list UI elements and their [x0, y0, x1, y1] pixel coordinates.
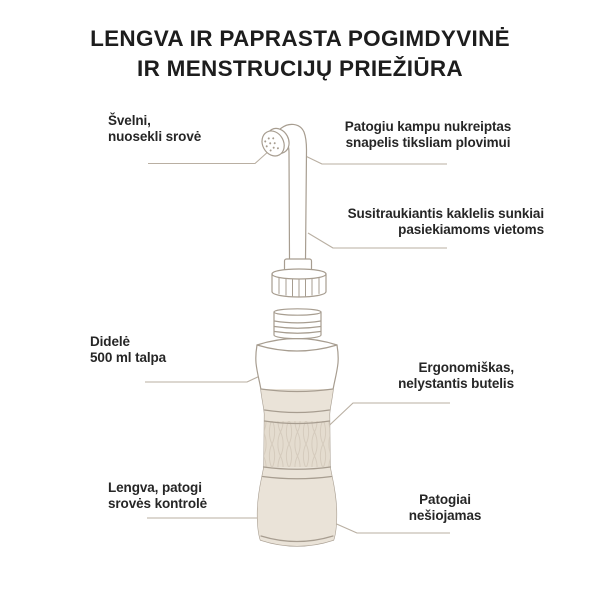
label-line: Ergonomiškas,	[418, 360, 514, 375]
leader-ergonomic-bottle	[318, 403, 450, 436]
ribbed-screw-cap	[272, 269, 326, 297]
label-line: nešiojamas	[408, 508, 482, 524]
title-line-2: IR MENSTRUCIJŲ PRIEŽIŪRA	[137, 55, 463, 81]
label-portable	[385, 492, 505, 525]
leader-gentle-stream	[148, 150, 270, 164]
grip-pattern	[250, 421, 350, 467]
label-gentle-stream	[108, 113, 201, 146]
bidet-bottle	[250, 124, 350, 559]
label-line: srovės kontrolė	[108, 496, 208, 512]
label-capacity	[90, 334, 166, 367]
title-line-1: LENGVA IR PAPRASTA POGIMDYVINĖ	[90, 26, 510, 51]
label-line: Didelė	[90, 334, 130, 349]
label-stream-control	[108, 480, 207, 513]
label-line: Patogiai	[419, 492, 471, 507]
threaded-bottle-neck	[274, 309, 321, 339]
label-line: Patogiu kampu nukreiptas	[344, 119, 512, 134]
leader-angled-nozzle	[293, 150, 447, 164]
label-angled-nozzle	[333, 119, 523, 152]
label-line: nelystantis butelis	[398, 376, 514, 392]
label-ergonomic-bottle	[398, 360, 514, 393]
label-line: Lengva, patogi	[108, 480, 202, 495]
label-line: pasiekiamoms vietoms	[398, 222, 544, 238]
label-line: Susitraukiantis kaklelis sunkiai	[347, 206, 544, 221]
label-line: snapelis tiksliam plovimui	[345, 135, 511, 151]
bottle-fill	[250, 389, 350, 559]
label-line: 500 ml talpa	[90, 350, 167, 366]
page-title	[0, 24, 600, 84]
label-line: nuosekli srovė	[108, 129, 202, 145]
label-line: Švelni,	[108, 113, 151, 128]
label-retractable-neck	[348, 206, 544, 239]
